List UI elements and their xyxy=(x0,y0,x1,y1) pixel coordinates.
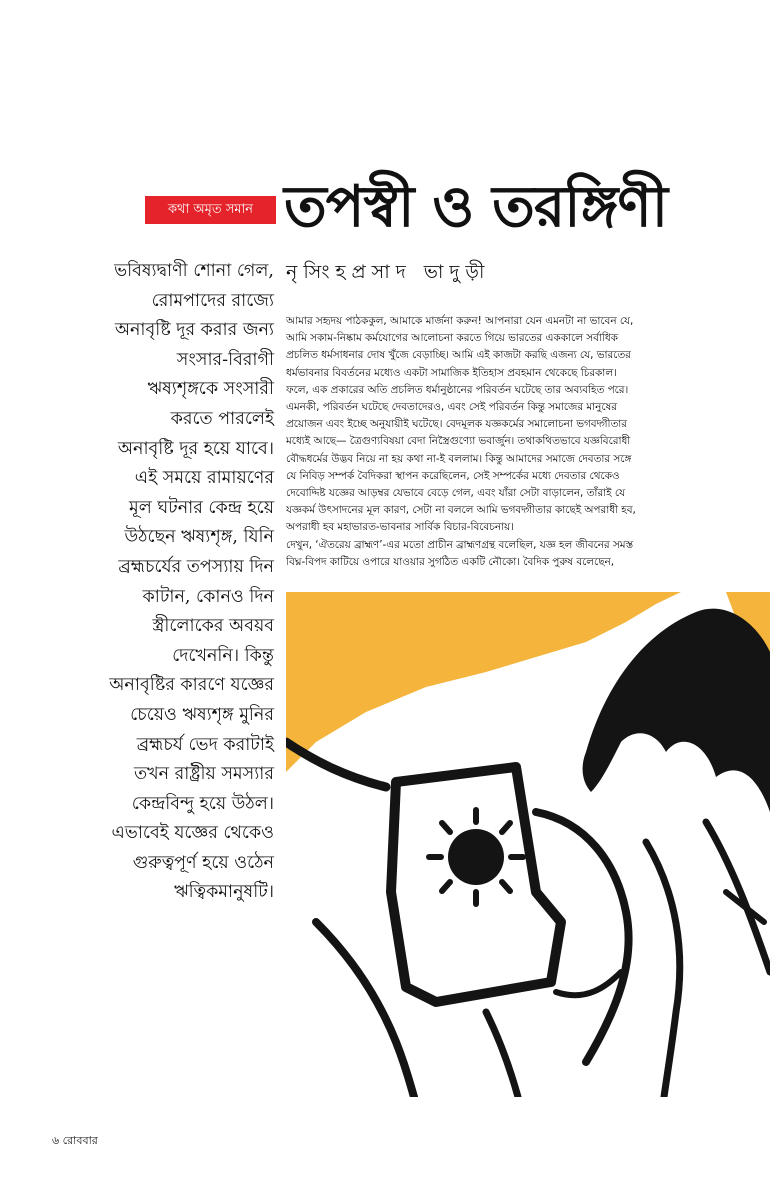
article-title: তপস্বী ও তরঙ্গিণী xyxy=(284,174,668,240)
body-line: যজ্ঞকর্ম উৎসাদনের মূল কারণ, সেটা না বললে আমি ভগবদ্গীতার কাছেই অপরাধী হব, xyxy=(286,504,636,517)
horse-with-sun-emblem-icon xyxy=(286,592,770,1097)
pull-quote-line: তখন রাষ্ট্রীয় সমস্যার xyxy=(134,764,274,785)
body-line: মধ্যেই আছে— ত্রৈগুণ্যবিষয়া বেদা নিস্ত্রৈগুণ্যো ভবার্জুন। তথাকথিতভাবে যজ্ঞবিরোধী xyxy=(286,435,631,448)
pull-quote-line: দেখেননি। কিন্তু xyxy=(172,645,274,666)
pull-quote-line: কেন্দ্রবিন্দু হয়ে উঠল। xyxy=(131,793,274,814)
pull-quote-line: ব্রহ্মচর্য ভেদ করাটাই xyxy=(136,734,274,755)
body-line: বৌদ্ধধর্মের উদ্ভব নিয়ে না হয় কথা না-ই বললাম। কিন্তু আমাদের সমাজে দেবতার সঙ্গে xyxy=(286,452,632,465)
pull-quote-line: চেয়েও ঋষ্যশৃঙ্গ মুনির xyxy=(130,704,274,725)
body-line: প্রচলিত ধর্মসাধনার দোষ খুঁজে বেড়াচ্ছি। আমি এই কাজটা করছি এজন্য যে, ভারতের xyxy=(286,349,631,362)
body-line: বিঘ্ন-বিপদ কাটিয়ে ওপারে যাওয়ার সুগঠিত একটি নৌকো। বৈদিক পুরুষ বলেছেন, xyxy=(286,555,615,568)
body-line: আমার সহৃদয় পাঠককুল, আমাকে মার্জনা করুন! আপনারা যেন এমনটা না ভাবেন যে, xyxy=(286,315,634,327)
pull-quote-line: গুরুত্বপূর্ণ হয়ে ওঠেন xyxy=(132,852,274,873)
body-line: প্রয়োজন এবং ইচ্ছে অনুযায়ীই ঘটেছে। বেদমূলক যজ্ঞকর্মের সমালোচনা ভগবদ্গীতার xyxy=(286,418,628,431)
body-line: দেখুন, ‘ঐতরেয় ব্রাহ্মণ’-এর মতো প্রাচীন ব্রাহ্মণগ্রন্থ বলেছিল, যজ্ঞ হল জীবনের সমস্ত xyxy=(286,538,634,551)
pull-quote-line: মূল ঘটনার কেন্দ্র হয়ে xyxy=(129,497,274,518)
body-line: ধর্মভাবনার বিবর্তনের মধ্যেও একটা সামাজিক ইতিহাস প্রবহমান থেকেছে চিরকাল। xyxy=(286,366,617,379)
article-body xyxy=(286,313,754,571)
pull-quote-line: অনাবৃষ্টি দূর হয়ে যাবে। xyxy=(117,438,274,459)
pull-quote-line: সংসার-বিরাগী xyxy=(176,349,274,370)
pull-quote-line: ব্রহ্মচর্যের তপস্যায় দিন xyxy=(118,556,274,577)
pull-quote-line: স্ত্রীলোকের অবয়ব xyxy=(152,616,274,637)
pull-quote xyxy=(66,257,274,908)
pull-quote-line: অনাবৃষ্টির কারণে যজ্ঞের xyxy=(109,675,274,696)
body-line: দেবোদ্দিষ্ট যজ্ঞের আড়ম্বর যেভাবে বেড়ে গেল, এবং যাঁরা সেটা বাড়ালেন, তাঁরাই যে xyxy=(286,487,626,500)
page-folio: ৬ রোববার xyxy=(52,1134,98,1147)
pull-quote-line: করতে পারলেই xyxy=(170,408,274,429)
pull-quote-line: কাটান, কোনও দিন xyxy=(142,586,274,607)
illustration xyxy=(286,592,770,1097)
pull-quote-line: ঋত্বিকমানুষটি। xyxy=(174,882,274,903)
pull-quote-line: ভবিষ্যদ্বাণী শোনা গেল, xyxy=(114,261,274,281)
body-line: আমি সকাম-নিষ্কাম কর্মযোগের আলোচনা করতে গিয়ে ভারতের এককালে সর্বাধিক xyxy=(286,332,618,345)
body-line: ফলে, এক প্রকারের অতি প্রচলিত ধর্মানুষ্ঠানের পরিবর্তন ঘটেছে তার অব্যবহিত পরে। xyxy=(286,383,629,396)
author-byline: নৃসিংহপ্রসাদ ভাদুড়ী xyxy=(286,261,491,283)
pull-quote-line: ঋষ্যশৃঙ্গকে সংসারী xyxy=(147,379,274,400)
pull-quote-line: উঠছেন ঋষ্যশৃঙ্গ, যিনি xyxy=(124,527,274,548)
body-line: অপরাধী হব মহাভারত-ভাবনার সার্বিক বিচার-বিবেচনায়। xyxy=(286,521,514,534)
pull-quote-line: অনাবৃষ্টি দূর করার জন্য xyxy=(114,320,274,341)
body-line: যে নিবিড় সম্পর্ক বৈদিকরা স্থাপন করেছিলেন, সেই সম্পর্কের মধ্যে দেবতার থেকেও xyxy=(286,469,620,482)
pull-quote-line: রোমপাদের রাজ্যে xyxy=(151,290,274,311)
pull-quote-line: এভাবেই যজ্ঞের থেকেও xyxy=(111,823,274,844)
pull-quote-line: এই সময়ে রামায়ণের xyxy=(134,468,274,489)
body-line: এমনকী, পরিবর্তন ঘটেছে দেবতাদেরও, এবং সেই পরিবর্তন কিন্তু সমাজের মানুষের xyxy=(286,401,617,414)
section-badge: কথা অমৃত সমান xyxy=(145,196,276,224)
